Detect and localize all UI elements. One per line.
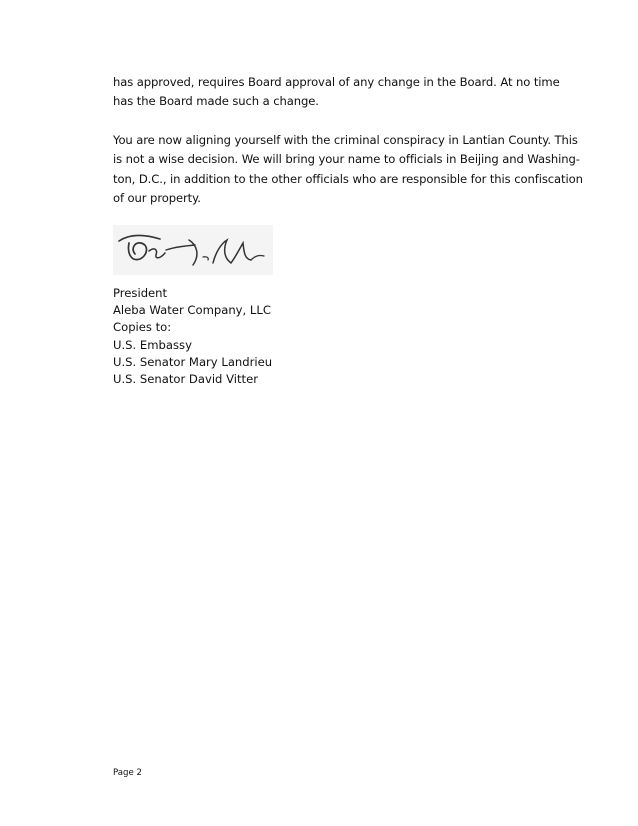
paragraph-2-line-2: is not a wise decision. We will bring your name to officials in Beijing and Washing- [113, 152, 580, 167]
signer-title: President [113, 286, 168, 300]
page-number: Page 2 [113, 768, 143, 778]
closing-block [113, 285, 272, 388]
handwritten-signature [113, 225, 273, 275]
company-name: Aleba Water Company, LLC [113, 303, 271, 318]
letter-body [113, 73, 591, 247]
copy-recipient-3: U.S. Senator David Vitter [113, 372, 258, 387]
paragraph-2-line-1: You are now aligning yourself with the criminal conspiracy in Lantian County. This [113, 132, 578, 147]
copy-recipient-2: U.S. Senator Mary Landrieu [113, 354, 273, 369]
paragraph-1-line-1: has approved, requires Board approval of any change in the Board. At no time [113, 75, 560, 89]
paragraph-2-line-3: ton, D.C., in addition to the other officials who are responsible for this confiscation [113, 171, 583, 186]
copies-to-label: Copies to: [113, 320, 172, 335]
copy-recipient-1: U.S. Embassy [113, 337, 192, 352]
paragraph-gap [113, 112, 591, 131]
paragraph-1-line-2: has the Board made such a change. [113, 94, 319, 109]
paragraph-2-line-4: of our property. [113, 191, 201, 206]
